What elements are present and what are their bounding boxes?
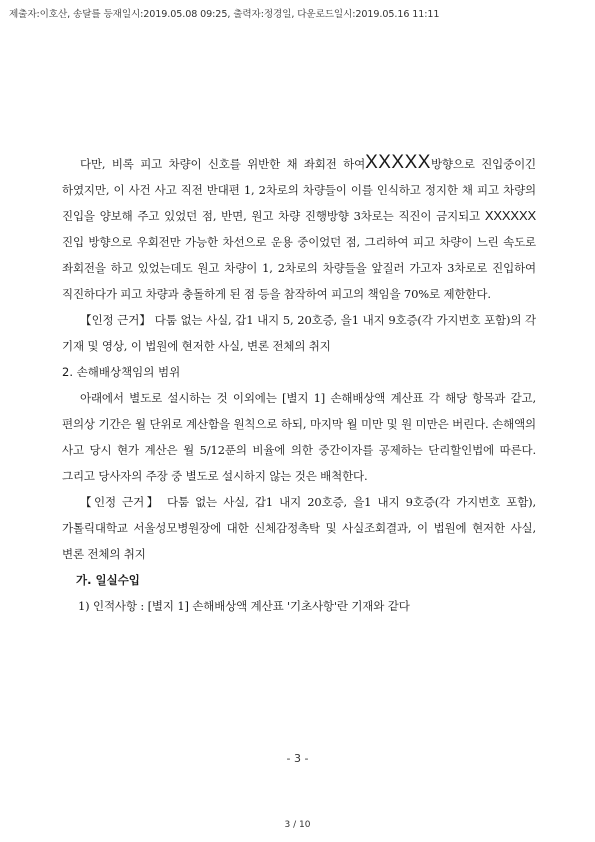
paragraph-text: 방향으로 진입중이긴 하였지만, 이 사건 사고 직전 반대편 1, 2차로의 차량들이 이를 인식하고 정지한 채 피고 차량의 진입을 양보해 주고 있었던 점, 반면, 원고 차량 진행방향 3차로는 직진이 금지되고 <box>62 157 536 223</box>
subsection-heading-ga: 가. 일실수입 <box>76 573 140 587</box>
redacted-text: XXXXX <box>365 152 431 173</box>
paragraph-text: 진입 방향으로 우회전만 가능한 차선으로 운용 중이었던 점, 그리하여 피고 차량이 느린 속도로 좌회전을 하고 있었는데도 원고 차량이 1, 2차로의 차량들을 앞질러 가고자 3차로로 진입하여 직진하다가 피고 차량과 충돌하게 된 점 등을 참작하여 피고의 책임을 70%로 제한한다. <box>62 235 536 301</box>
evidence-basis-1: 【인정 근거】 다툼 없는 사실, 갑1 내지 5, 20호증, 을1 내지 9호증(각 가지번호 포함)의 각 기재 및 영상, 이 법원에 현저한 사실, 변론 전체의 취지 <box>62 313 536 353</box>
list-item-personal-info: 1) 인적사항 : [별지 1] 손해배상액 계산표 '기초사항'란 기재와 같다 <box>78 599 410 613</box>
paragraph-damages-scope: 아래에서 별도로 설시하는 것 이외에는 [별지 1] 손해배상액 계산표 각 해당 항목과 같고, 편의상 기간은 월 단위로 계산함을 원칙으로 하되, 마지막 월 미만 및 원 미만은 버린다. 손해액의 사고 당시 현가 계산은 월 5/12푼의 비율에 의한 중간이자를 공제하는 단리할인법에 따른다. 그리고 당사자의 주장 중 별도로 설시하지 않는 것은 배척한다. <box>62 391 536 483</box>
evidence-basis-2: 【인정 근거】 다툼 없는 사실, 갑1 내지 20호증, 을1 내지 9호증(각 가지번호 포함), 가톨릭대학교 서울성모병원장에 대한 신체감정촉탁 및 사실조회결과, 이 법원에 현저한 사실, 변론 전체의 취지 <box>62 495 536 561</box>
redacted-text: XXXXXX <box>484 208 536 223</box>
section-heading-2: 2. 손해배상책임의 범위 <box>62 365 181 379</box>
document-header: 제출자:이호산, 송달를 등재일시:2019.05.08 09:25, 출력자:정경일, 다운로드일시:2019.05.16 11:11 <box>9 9 440 20</box>
page-counter: 3 / 10 <box>284 820 311 830</box>
document-body <box>62 150 536 619</box>
paragraph-responsibility-limit <box>62 150 536 307</box>
paragraph-text: 다만, 비록 피고 차량이 신호를 위반한 채 좌회전 하여 <box>80 157 366 171</box>
page-number-marker: - 3 - <box>286 752 309 765</box>
